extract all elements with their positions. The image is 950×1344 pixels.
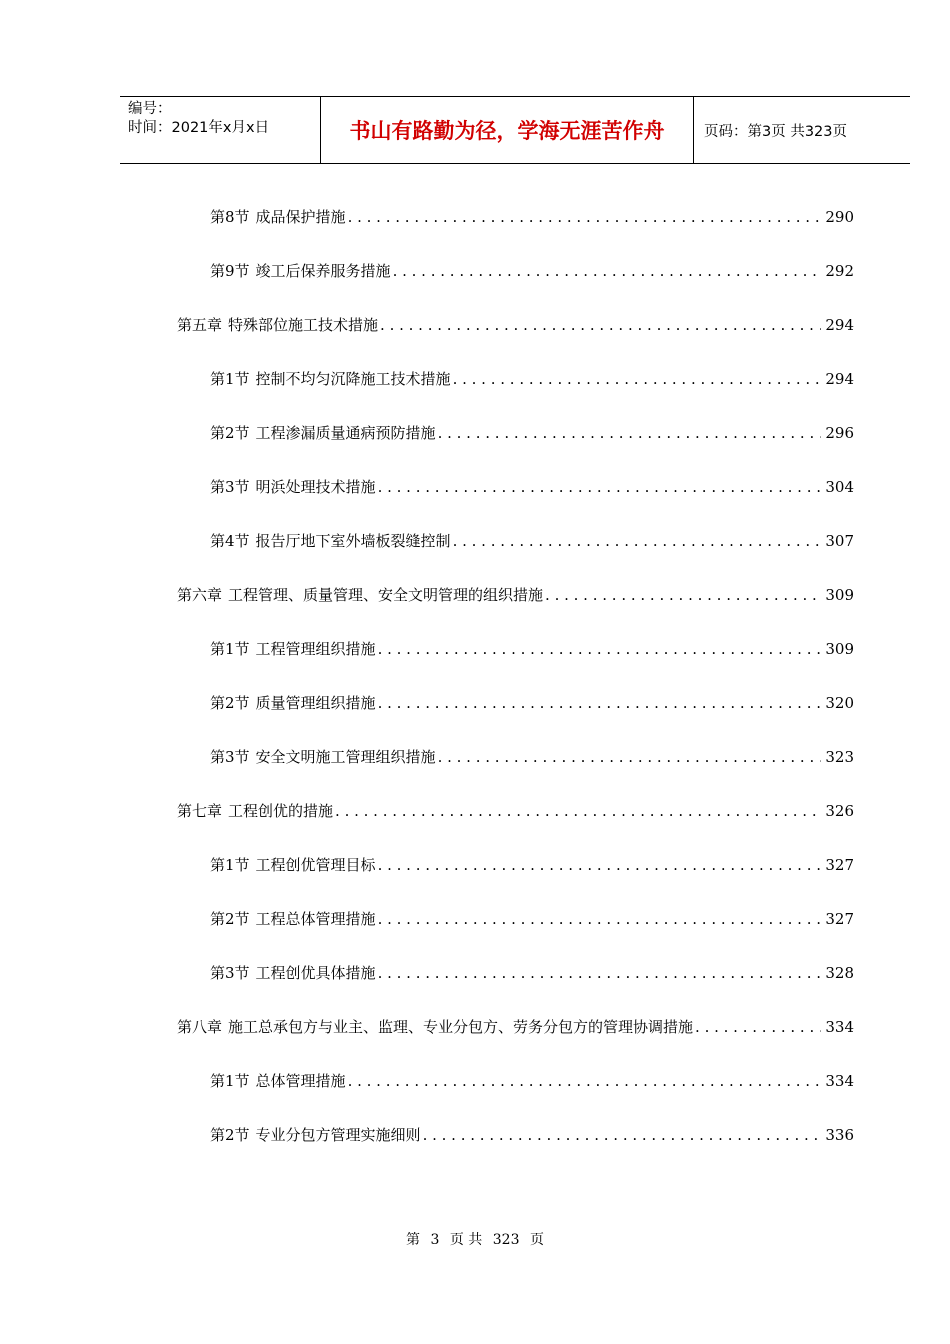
toc-dot-leader [378, 694, 822, 712]
toc-entry-text: 工程总体管理措施 [255, 910, 376, 928]
toc-entry-text: 明浜处理技术措施 [255, 478, 376, 496]
header-meta [120, 97, 321, 163]
toc-section-row[interactable] [210, 1070, 854, 1092]
toc-entry-title [210, 692, 376, 713]
toc-entry-title [177, 1016, 693, 1037]
header-motto: 书山有路勤为径，学海无涯苦作舟 [321, 97, 694, 163]
toc-entry-text: 质量管理组织措施 [255, 694, 376, 712]
toc-entry-title [177, 584, 543, 605]
toc-entry-page: 296 [825, 424, 854, 442]
toc-dot-leader [348, 208, 822, 226]
toc-entry-page: 307 [825, 532, 854, 550]
toc-entry-text: 竣工后保养服务措施 [255, 262, 391, 280]
toc-dot-leader [378, 478, 822, 496]
toc-entry-page: 304 [825, 478, 854, 496]
toc-section-row[interactable] [210, 422, 854, 444]
toc-entry-text: 安全文明施工管理组织措施 [255, 748, 436, 766]
toc-entry-page: 320 [825, 694, 854, 712]
footer-mid: 页 共 [449, 1232, 483, 1248]
toc-entry-page: 292 [825, 262, 854, 280]
toc-dot-leader [348, 1072, 822, 1090]
toc-entry-page: 327 [825, 910, 854, 928]
toc-section-row[interactable] [210, 692, 854, 714]
toc-entry-number: 第2节 [210, 910, 250, 928]
toc-dot-leader [545, 586, 821, 604]
toc-entry-number: 第2节 [210, 1126, 250, 1144]
toc-entry-number: 第八章 [177, 1018, 223, 1036]
toc-entry-text: 工程创优管理目标 [255, 856, 376, 874]
toc-entry-text: 成品保护措施 [255, 208, 346, 226]
toc-dot-leader [335, 802, 821, 820]
toc-entry-number: 第4节 [210, 532, 250, 550]
toc-section-row[interactable] [210, 260, 854, 282]
toc-entry-number: 第1节 [210, 640, 250, 658]
toc-section-row[interactable] [210, 1124, 854, 1146]
toc-dot-leader [378, 640, 822, 658]
toc-entry-title [210, 260, 391, 281]
number-label: 编号： [128, 101, 172, 117]
toc-entry-text: 工程渗漏质量通病预防措施 [255, 424, 436, 442]
toc-entry-title [210, 206, 346, 227]
toc-entry-title [210, 854, 376, 875]
toc-entry-text: 工程创优的措施 [228, 802, 334, 820]
toc-entry-title [210, 746, 436, 767]
toc-entry-text: 工程管理组织措施 [255, 640, 376, 658]
toc-entry-page: 290 [825, 208, 854, 226]
toc-entry-text: 控制不均匀沉降施工技术措施 [255, 370, 451, 388]
toc-dot-leader [393, 262, 822, 280]
toc-section-row[interactable] [210, 908, 854, 930]
toc-section-row[interactable] [210, 368, 854, 390]
toc-dot-leader [695, 1018, 821, 1036]
toc-section-row[interactable] [210, 206, 854, 228]
toc-entry-page: 309 [825, 586, 854, 604]
toc-dot-leader [453, 370, 822, 388]
toc-entry-text: 施工总承包方与业主、监理、专业分包方、劳务分包方的管理协调措施 [228, 1018, 694, 1036]
toc-entry-title [210, 530, 451, 551]
toc-entry-text: 专业分包方管理实施细则 [255, 1126, 421, 1144]
toc-dot-leader [378, 910, 822, 928]
toc-entry-number: 第9节 [210, 262, 250, 280]
toc-dot-leader [438, 424, 822, 442]
toc-entry-number: 第3节 [210, 748, 250, 766]
toc-entry-title [210, 422, 436, 443]
toc-entry-page: 294 [825, 370, 854, 388]
toc-entry-number: 第2节 [210, 694, 250, 712]
toc-entry-text: 特殊部位施工技术措施 [228, 316, 379, 334]
toc-entry-page: 336 [825, 1126, 854, 1144]
toc-entry-number: 第8节 [210, 208, 250, 226]
toc-entry-page: 334 [825, 1072, 854, 1090]
toc-section-row[interactable] [210, 962, 854, 984]
toc-chapter-row[interactable] [177, 1016, 854, 1038]
toc-entry-page: 326 [825, 802, 854, 820]
time-label: 时间：2021年x月x日 [128, 120, 270, 136]
toc-entry-title [210, 1070, 346, 1091]
toc-section-row[interactable] [210, 746, 854, 768]
toc-entry-page: 294 [825, 316, 854, 334]
toc-section-row[interactable] [210, 854, 854, 876]
toc-chapter-row[interactable] [177, 314, 854, 336]
header-page-label: 页码：第3页 共323页 [704, 123, 848, 140]
toc-entry-number: 第2节 [210, 424, 250, 442]
toc-section-row[interactable] [210, 530, 854, 552]
toc-dot-leader [453, 532, 822, 550]
toc-entry-number: 第3节 [210, 964, 250, 982]
toc-entry-page: 327 [825, 856, 854, 874]
toc-entry-number: 第3节 [210, 478, 250, 496]
toc-entry-number: 第七章 [177, 802, 223, 820]
toc-entry-title [210, 476, 376, 497]
toc-entry-number: 第1节 [210, 370, 250, 388]
footer-current-page: 3 [430, 1232, 440, 1248]
toc-entry-number: 第六章 [177, 586, 223, 604]
toc-dot-leader [423, 1126, 822, 1144]
toc-entry-title [177, 800, 333, 821]
toc-entry-title [210, 368, 451, 389]
footer-suffix: 页 [529, 1232, 544, 1248]
toc-dot-leader [438, 748, 822, 766]
toc-section-row[interactable] [210, 638, 854, 660]
toc-dot-leader [378, 964, 822, 982]
toc-entry-title [210, 908, 376, 929]
toc-entry-number: 第1节 [210, 1072, 250, 1090]
toc-entry-number: 第五章 [177, 316, 223, 334]
toc-section-row[interactable] [210, 476, 854, 498]
toc-dot-leader [380, 316, 821, 334]
toc-entry-page: 309 [825, 640, 854, 658]
toc-entry-number: 第1节 [210, 856, 250, 874]
toc-dot-leader [378, 856, 822, 874]
toc-chapter-row[interactable] [177, 584, 854, 606]
toc-entry-page: 334 [825, 1018, 854, 1036]
toc-entry-text: 报告厅地下室外墙板裂缝控制 [255, 532, 451, 550]
toc-entry-page: 323 [825, 748, 854, 766]
toc-entry-page: 328 [825, 964, 854, 982]
toc-entry-title [210, 638, 376, 659]
toc-entry-title [210, 962, 376, 983]
footer-prefix: 第 [406, 1232, 421, 1248]
toc-entry-text: 工程管理、质量管理、安全文明管理的组织措施 [228, 586, 544, 604]
page-header [120, 96, 910, 164]
toc-entry-title [177, 314, 378, 335]
toc-entry-text: 工程创优具体措施 [255, 964, 376, 982]
toc-entry-title [210, 1124, 421, 1145]
toc-entry-text: 总体管理措施 [255, 1072, 346, 1090]
footer-total-pages: 323 [492, 1232, 520, 1248]
page-footer [0, 1229, 950, 1249]
toc-chapter-row[interactable] [177, 800, 854, 822]
